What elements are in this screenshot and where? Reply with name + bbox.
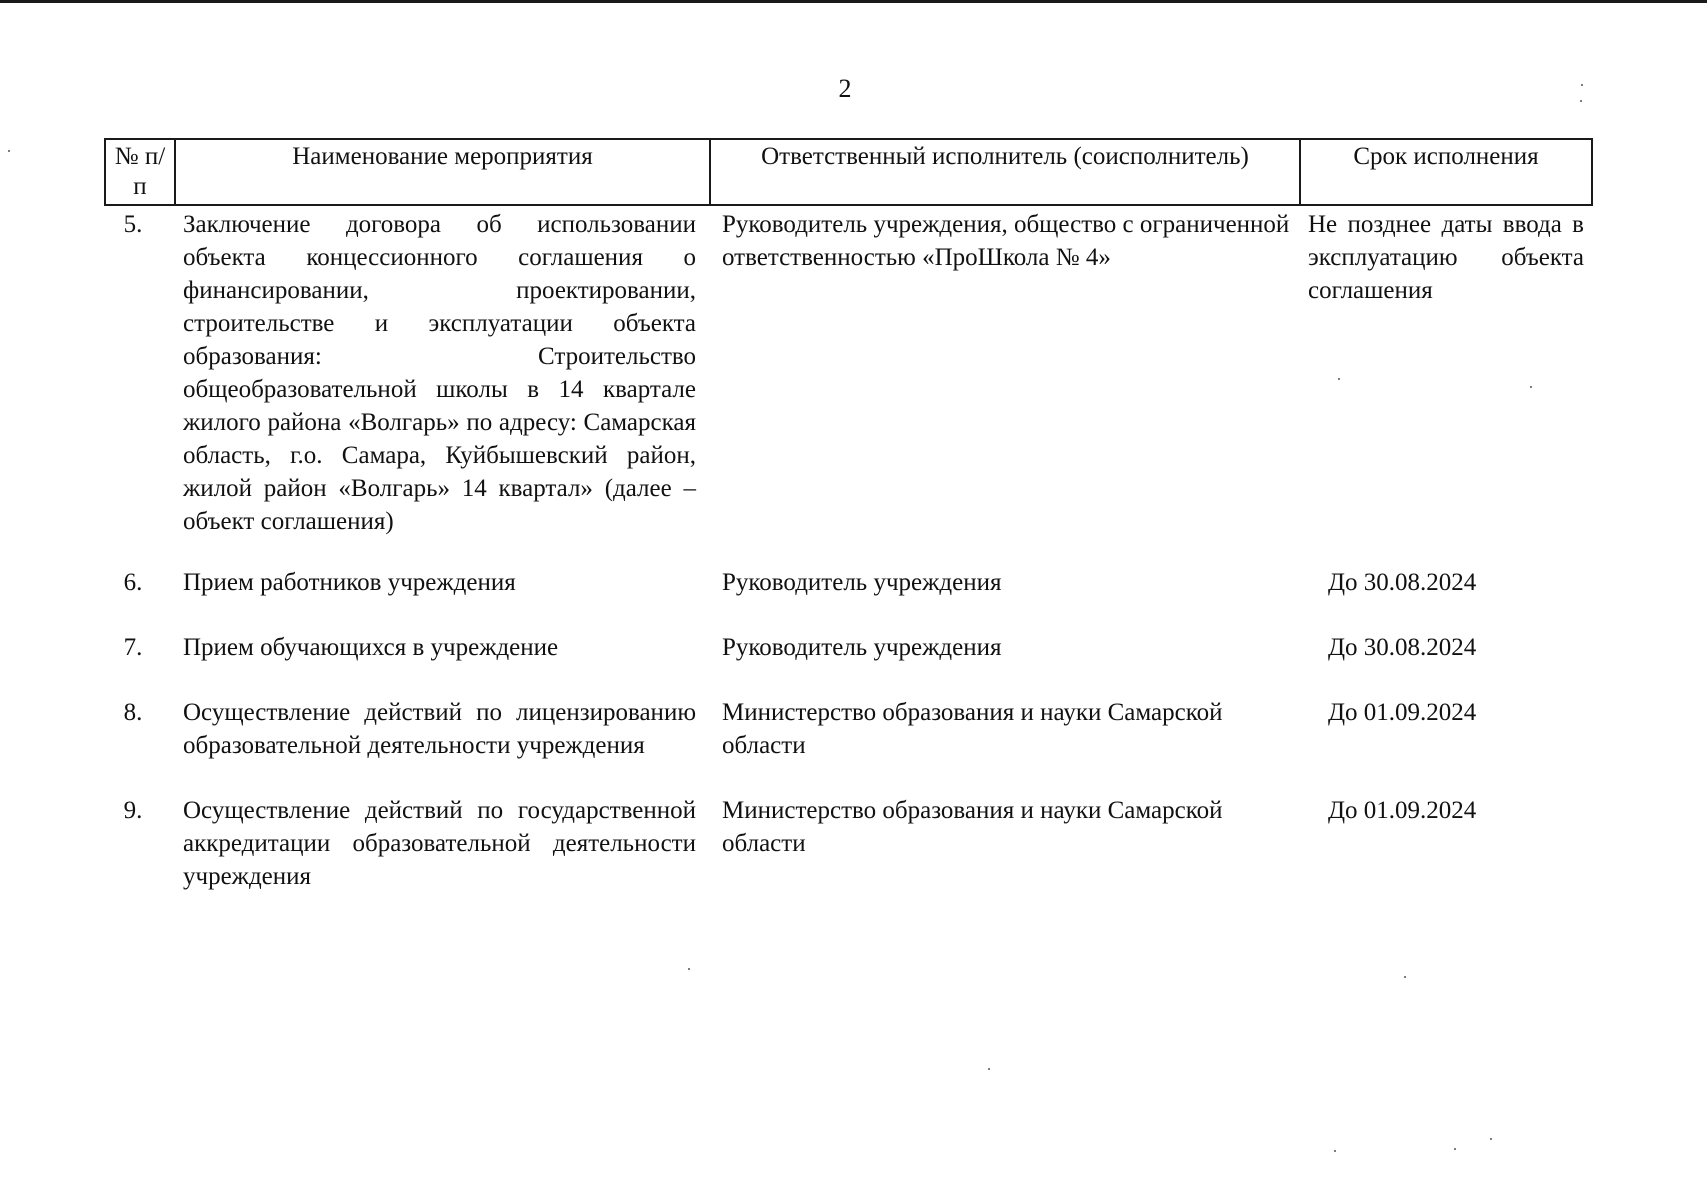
row-term: До 30.08.2024 — [1328, 569, 1477, 596]
row-name: Осуществление действий по государственной аккредитации образовательной деятельности учреждения — [183, 797, 696, 890]
table-row — [105, 794, 1592, 925]
table-row — [105, 566, 1592, 631]
page-number: 2 — [838, 74, 852, 103]
row-executor: Министерство образования и науки Самарской области — [722, 797, 1223, 857]
scan-speck — [1404, 976, 1406, 978]
table-header — [105, 139, 1592, 205]
table-row — [105, 696, 1592, 794]
scan-speck — [1338, 378, 1340, 380]
measures-table — [104, 138, 1593, 925]
scan-speck — [1530, 386, 1532, 388]
scan-speck — [1581, 84, 1583, 86]
scan-speck — [1334, 1150, 1336, 1152]
row-executor: Руководитель учреждения — [722, 634, 1002, 661]
scan-speck — [8, 150, 10, 152]
row-num: 8. — [123, 699, 143, 726]
row-executor: Руководитель учреждения, общество с ограниченной ответственностью «ПроШкола № 4» — [722, 211, 1290, 271]
row-term: До 01.09.2024 — [1328, 797, 1477, 824]
scan-speck — [988, 1068, 990, 1070]
scan-speck — [688, 968, 690, 970]
row-name: Прием обучающихся в учреждение — [183, 634, 559, 661]
row-term: До 30.08.2024 — [1328, 634, 1477, 661]
row-executor: Руководитель учреждения — [722, 569, 1002, 596]
row-num: 9. — [123, 797, 143, 824]
row-num: 6. — [123, 569, 143, 596]
header-row — [105, 139, 1592, 205]
page-top-edge — [0, 0, 1707, 3]
row-num: 5. — [123, 211, 143, 238]
header-executor: Ответственный исполнитель (соисполнитель) — [710, 139, 1300, 205]
header-name: Наименование мероприятия — [175, 139, 710, 205]
row-name: Прием работников учреждения — [183, 569, 516, 596]
row-name: Заключение договора об использовании объекта концессионного соглашения о финансировании, проектировании, строительстве и эксплуатации объекта образования: Строительство общеобразовательной школы в 14 квартале жилого района «Волгарь» по адресу: Самарская область, г.о. Самара, Куйбышевский район, жилой район «Волгарь» 14 квартал» (далее – объект соглашения) — [183, 211, 696, 535]
scan-speck — [1490, 1138, 1492, 1140]
row-num: 7. — [123, 634, 143, 661]
scan-speck — [1454, 1148, 1456, 1150]
table-row — [105, 205, 1592, 566]
scan-speck — [1580, 100, 1582, 102]
row-term: До 01.09.2024 — [1328, 699, 1477, 726]
row-term: Не позднее даты ввода в эксплуатацию объекта соглашения — [1308, 211, 1584, 304]
table-body — [105, 205, 1592, 925]
header-term: Срок исполнения — [1300, 139, 1592, 205]
row-executor: Министерство образования и науки Самарской области — [722, 699, 1223, 759]
table-row — [105, 631, 1592, 696]
row-name: Осуществление действий по лицензированию образовательной деятельности учреждения — [183, 699, 696, 759]
header-num: № п/п — [105, 139, 175, 205]
